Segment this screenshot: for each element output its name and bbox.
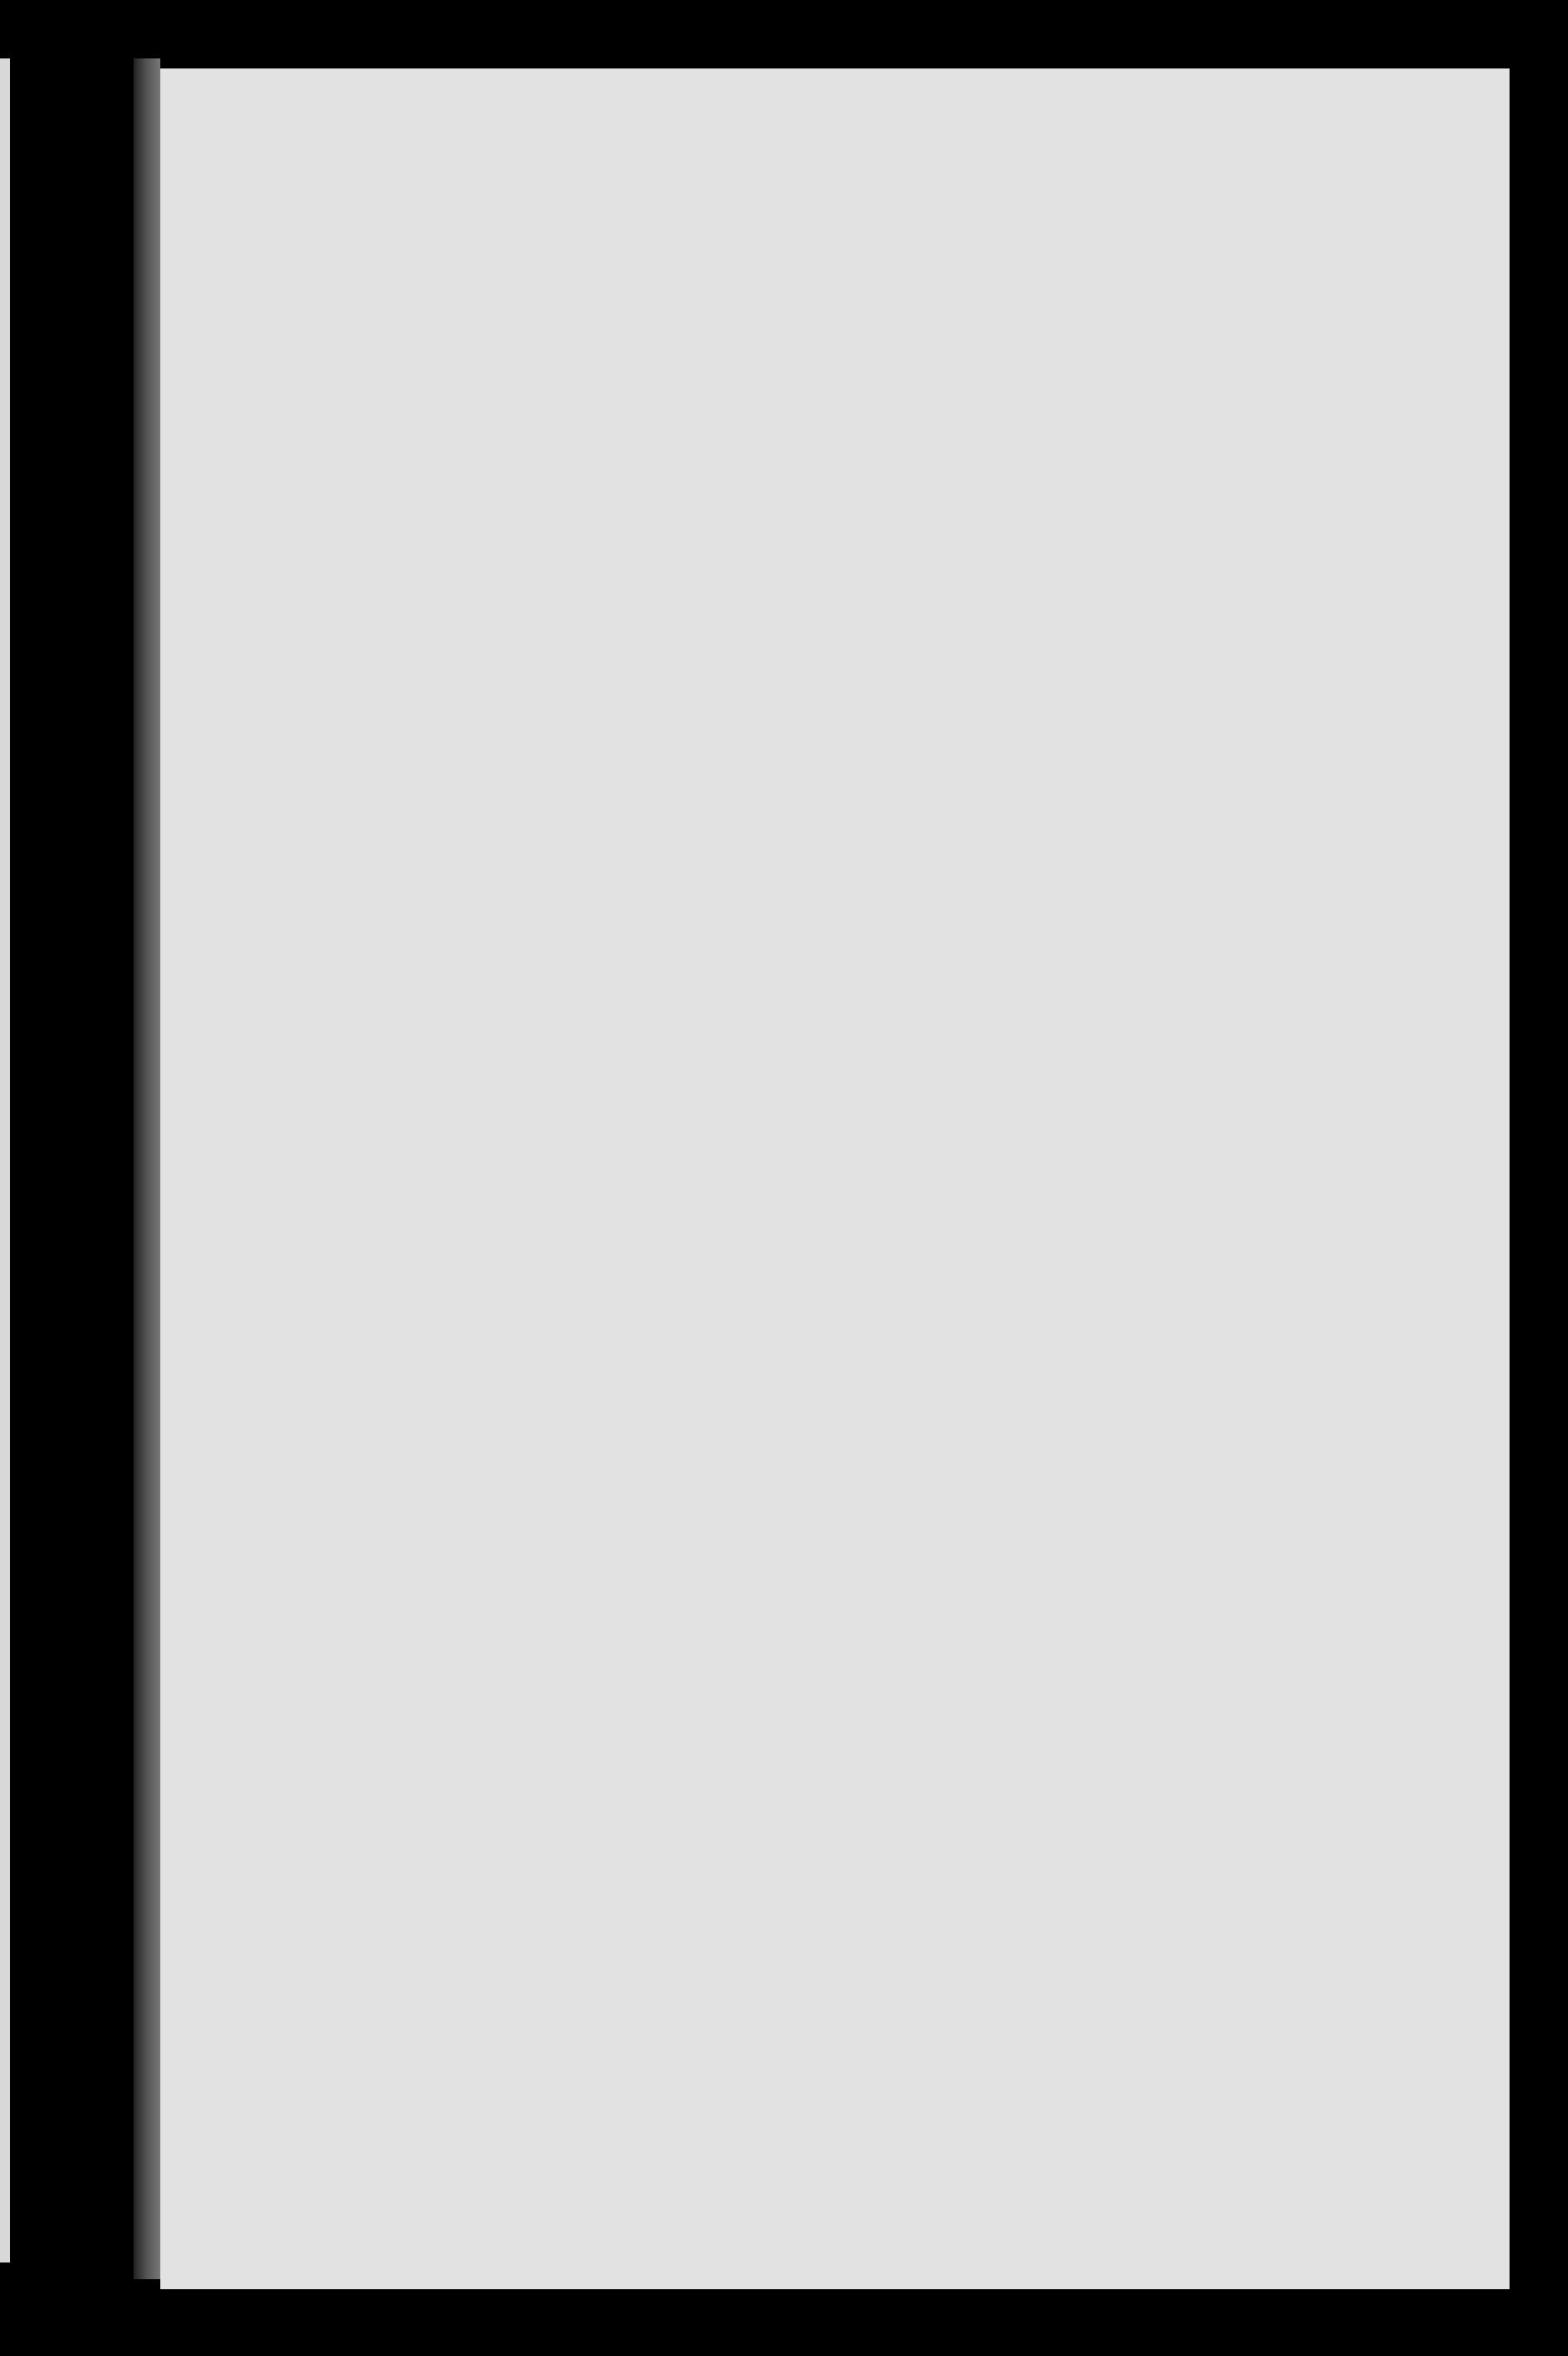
- music-staff-figure: [277, 1726, 1413, 2101]
- page: [160, 68, 1510, 2289]
- left-page-shadow: [0, 0, 134, 2340]
- rests-notes-figure: [277, 1726, 1413, 2101]
- page-content: [277, 365, 1413, 417]
- book-spine: [134, 58, 160, 2279]
- left-page-edge: [0, 58, 10, 2262]
